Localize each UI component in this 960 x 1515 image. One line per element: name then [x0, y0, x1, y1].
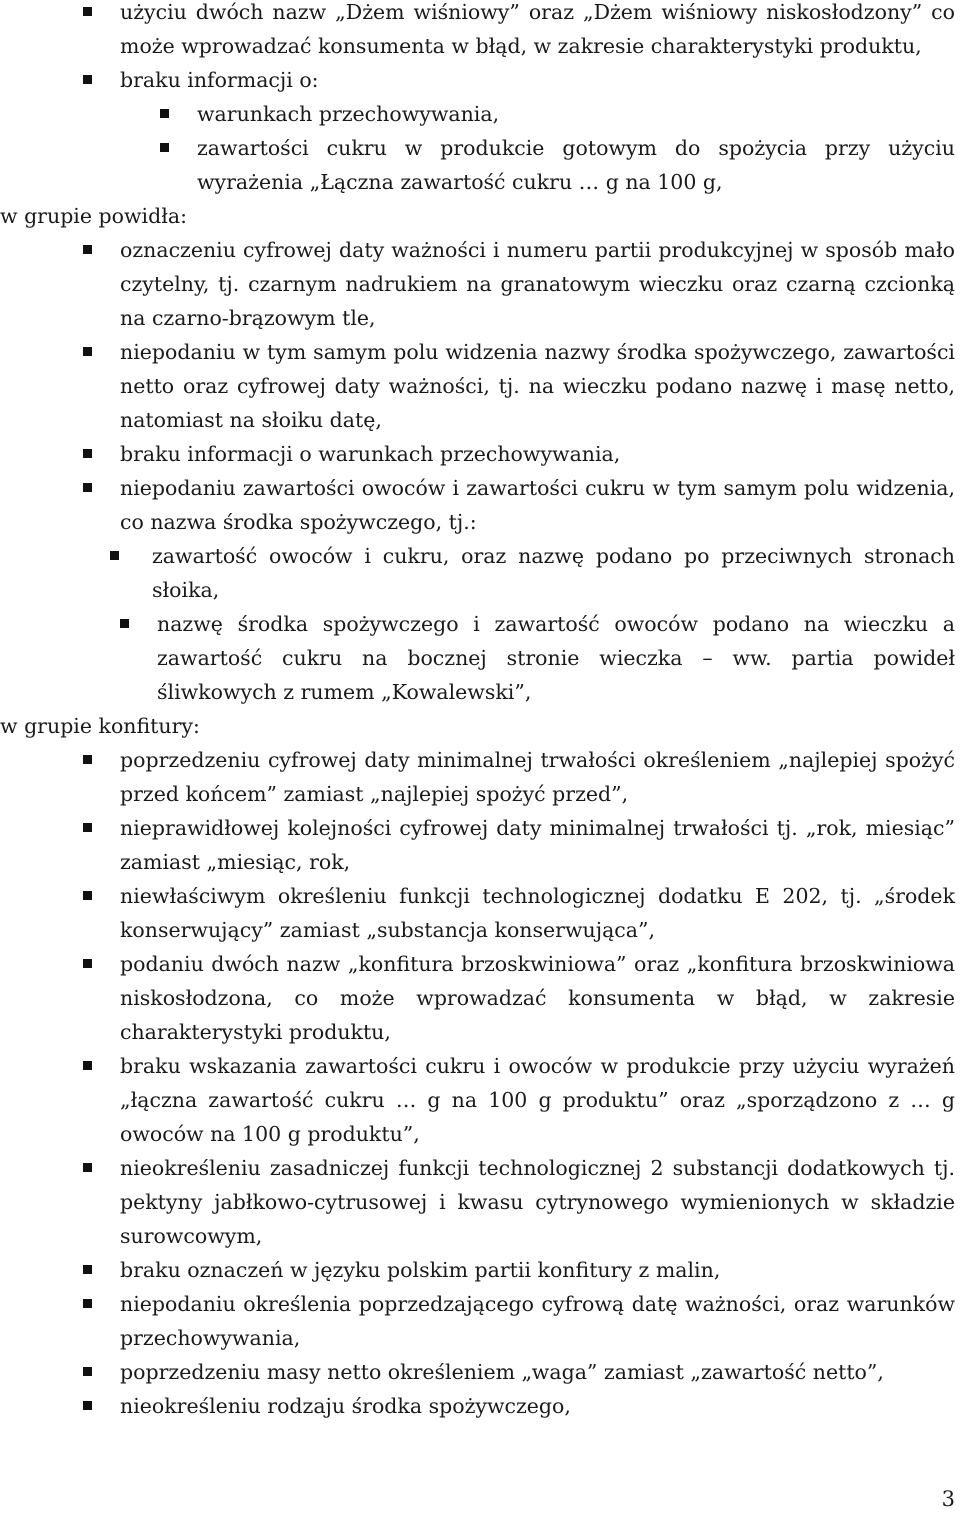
item-text: niepodaniu w tym samym polu widzenia nazwy środka spożywczego, zawartości netto oraz cyfrowej daty ważności, tj. na wieczku podano nazwę i masę netto, natomiast na słoiku datę,	[120, 340, 955, 432]
section-heading	[0, 709, 955, 743]
list-item	[120, 1389, 955, 1423]
item-text: nazwę środka spożywczego i zawartość owoców podano na wieczku a zawartość cukru na bocznej stronie wieczka – ww. partia powideł śliwkowych z rumem „Kowalewski”,	[157, 612, 955, 704]
item-text: braku wskazania zawartości cukru i owoców w produkcie przy użyciu wyrażeń „łączna zawartość cukru … g na 100 g produktu” oraz „sporządzono z … g owoców na 100 g produktu”,	[120, 1054, 955, 1146]
sub-list-item	[197, 97, 955, 131]
item-text: poprzedzeniu masy netto określeniem „waga” zamiast „zawartość netto”,	[120, 1360, 884, 1384]
section-heading	[0, 199, 955, 233]
list-item	[120, 437, 955, 471]
square-bullet-icon	[160, 143, 169, 152]
list-item	[120, 233, 955, 335]
list-item	[120, 335, 955, 437]
square-bullet-icon	[83, 823, 92, 832]
square-bullet-icon	[83, 483, 92, 492]
square-bullet-icon	[160, 109, 169, 118]
square-bullet-icon	[110, 551, 119, 560]
square-bullet-icon	[83, 7, 92, 16]
item-text: poprzedzeniu cyfrowej daty minimalnej trwałości określeniem „najlepiej spożyć przed końcem” zamiast „najlepiej spożyć przed”,	[120, 748, 955, 806]
square-bullet-icon	[120, 619, 129, 628]
square-bullet-icon	[83, 1401, 92, 1410]
item-text: braku oznaczeń w języku polskim partii konfitury z malin,	[120, 1258, 721, 1282]
list-item	[120, 947, 955, 1049]
item-text: nieokreśleniu zasadniczej funkcji technologicznej 2 substancji dodatkowych tj. pektyny jabłkowo-cytrusowej i kwasu cytrynowego wymienionych w składzie surowcowym,	[120, 1156, 955, 1248]
item-text: oznaczeniu cyfrowej daty ważności i numeru partii produkcyjnej w sposób mało czytelny, tj. czarnym nadrukiem na granatowym wieczku oraz czarną czcionką na czarno-brązowym tle,	[120, 238, 955, 330]
square-bullet-icon	[83, 1061, 92, 1070]
list-item	[120, 1049, 955, 1151]
item-text: niepodaniu określenia poprzedzającego cyfrową datę ważności, oraz warunków przechowywania,	[120, 1292, 955, 1350]
list-item	[120, 743, 955, 811]
item-text: niewłaściwym określeniu funkcji technologicznej dodatku E 202, tj. „środek konserwujący” zamiast „substancja konserwująca”,	[120, 884, 955, 942]
square-bullet-icon	[83, 245, 92, 254]
list-item	[120, 1151, 955, 1253]
square-bullet-icon	[83, 449, 92, 458]
square-bullet-icon	[83, 1163, 92, 1172]
item-text: zawartości cukru w produkcie gotowym do spożycia przy użyciu wyrażenia „Łączna zawartość cukru … g na 100 g,	[197, 136, 955, 194]
item-text: nieprawidłowej kolejności cyfrowej daty minimalnej trwałości tj. „rok, miesiąc” zamiast „miesiąc, rok,	[120, 816, 955, 874]
sub-list-item	[197, 131, 955, 199]
square-bullet-icon	[83, 1367, 92, 1376]
list-item	[120, 471, 955, 539]
item-text: w grupie powidła:	[0, 204, 187, 228]
list-item	[120, 879, 955, 947]
list-item	[120, 1253, 955, 1287]
list-item	[120, 1355, 955, 1389]
item-text: użyciu dwóch nazw „Dżem wiśniowy” oraz „Dżem wiśniowy niskosłodzony” co może wprowadzać konsumenta w błąd, w zakresie charakterystyki produktu,	[120, 0, 955, 58]
item-text: w grupie konfitury:	[0, 714, 200, 738]
square-bullet-icon	[83, 1265, 92, 1274]
square-bullet-icon	[83, 755, 92, 764]
item-text: warunkach przechowywania,	[197, 102, 500, 126]
square-bullet-icon	[83, 1299, 92, 1308]
item-text: podaniu dwóch nazw „konfitura brzoskwiniowa” oraz „konfitura brzoskwiniowa niskosłodzona, co może wprowadzać konsumenta w błąd, w zakresie charakterystyki produktu,	[120, 952, 955, 1044]
square-bullet-icon	[83, 75, 92, 84]
sub-list-item	[157, 607, 955, 709]
item-text: niepodaniu zawartości owoców i zawartości cukru w tym samym polu widzenia, co nazwa środka spożywczego, tj.:	[120, 476, 955, 534]
item-text: zawartość owoców i cukru, oraz nazwę podano po przeciwnych stronach słoika,	[152, 544, 955, 602]
list-item	[120, 1287, 955, 1355]
list-item	[120, 63, 955, 97]
square-bullet-icon	[83, 347, 92, 356]
list-item	[120, 0, 955, 63]
square-bullet-icon	[83, 891, 92, 900]
item-text: braku informacji o warunkach przechowywania,	[120, 442, 621, 466]
item-text: braku informacji o:	[120, 68, 319, 92]
sub-list-item	[152, 539, 955, 607]
square-bullet-icon	[83, 959, 92, 968]
page-number: 3	[941, 1487, 955, 1511]
list-item	[120, 811, 955, 879]
item-text: nieokreśleniu rodzaju środka spożywczego,	[120, 1394, 571, 1418]
